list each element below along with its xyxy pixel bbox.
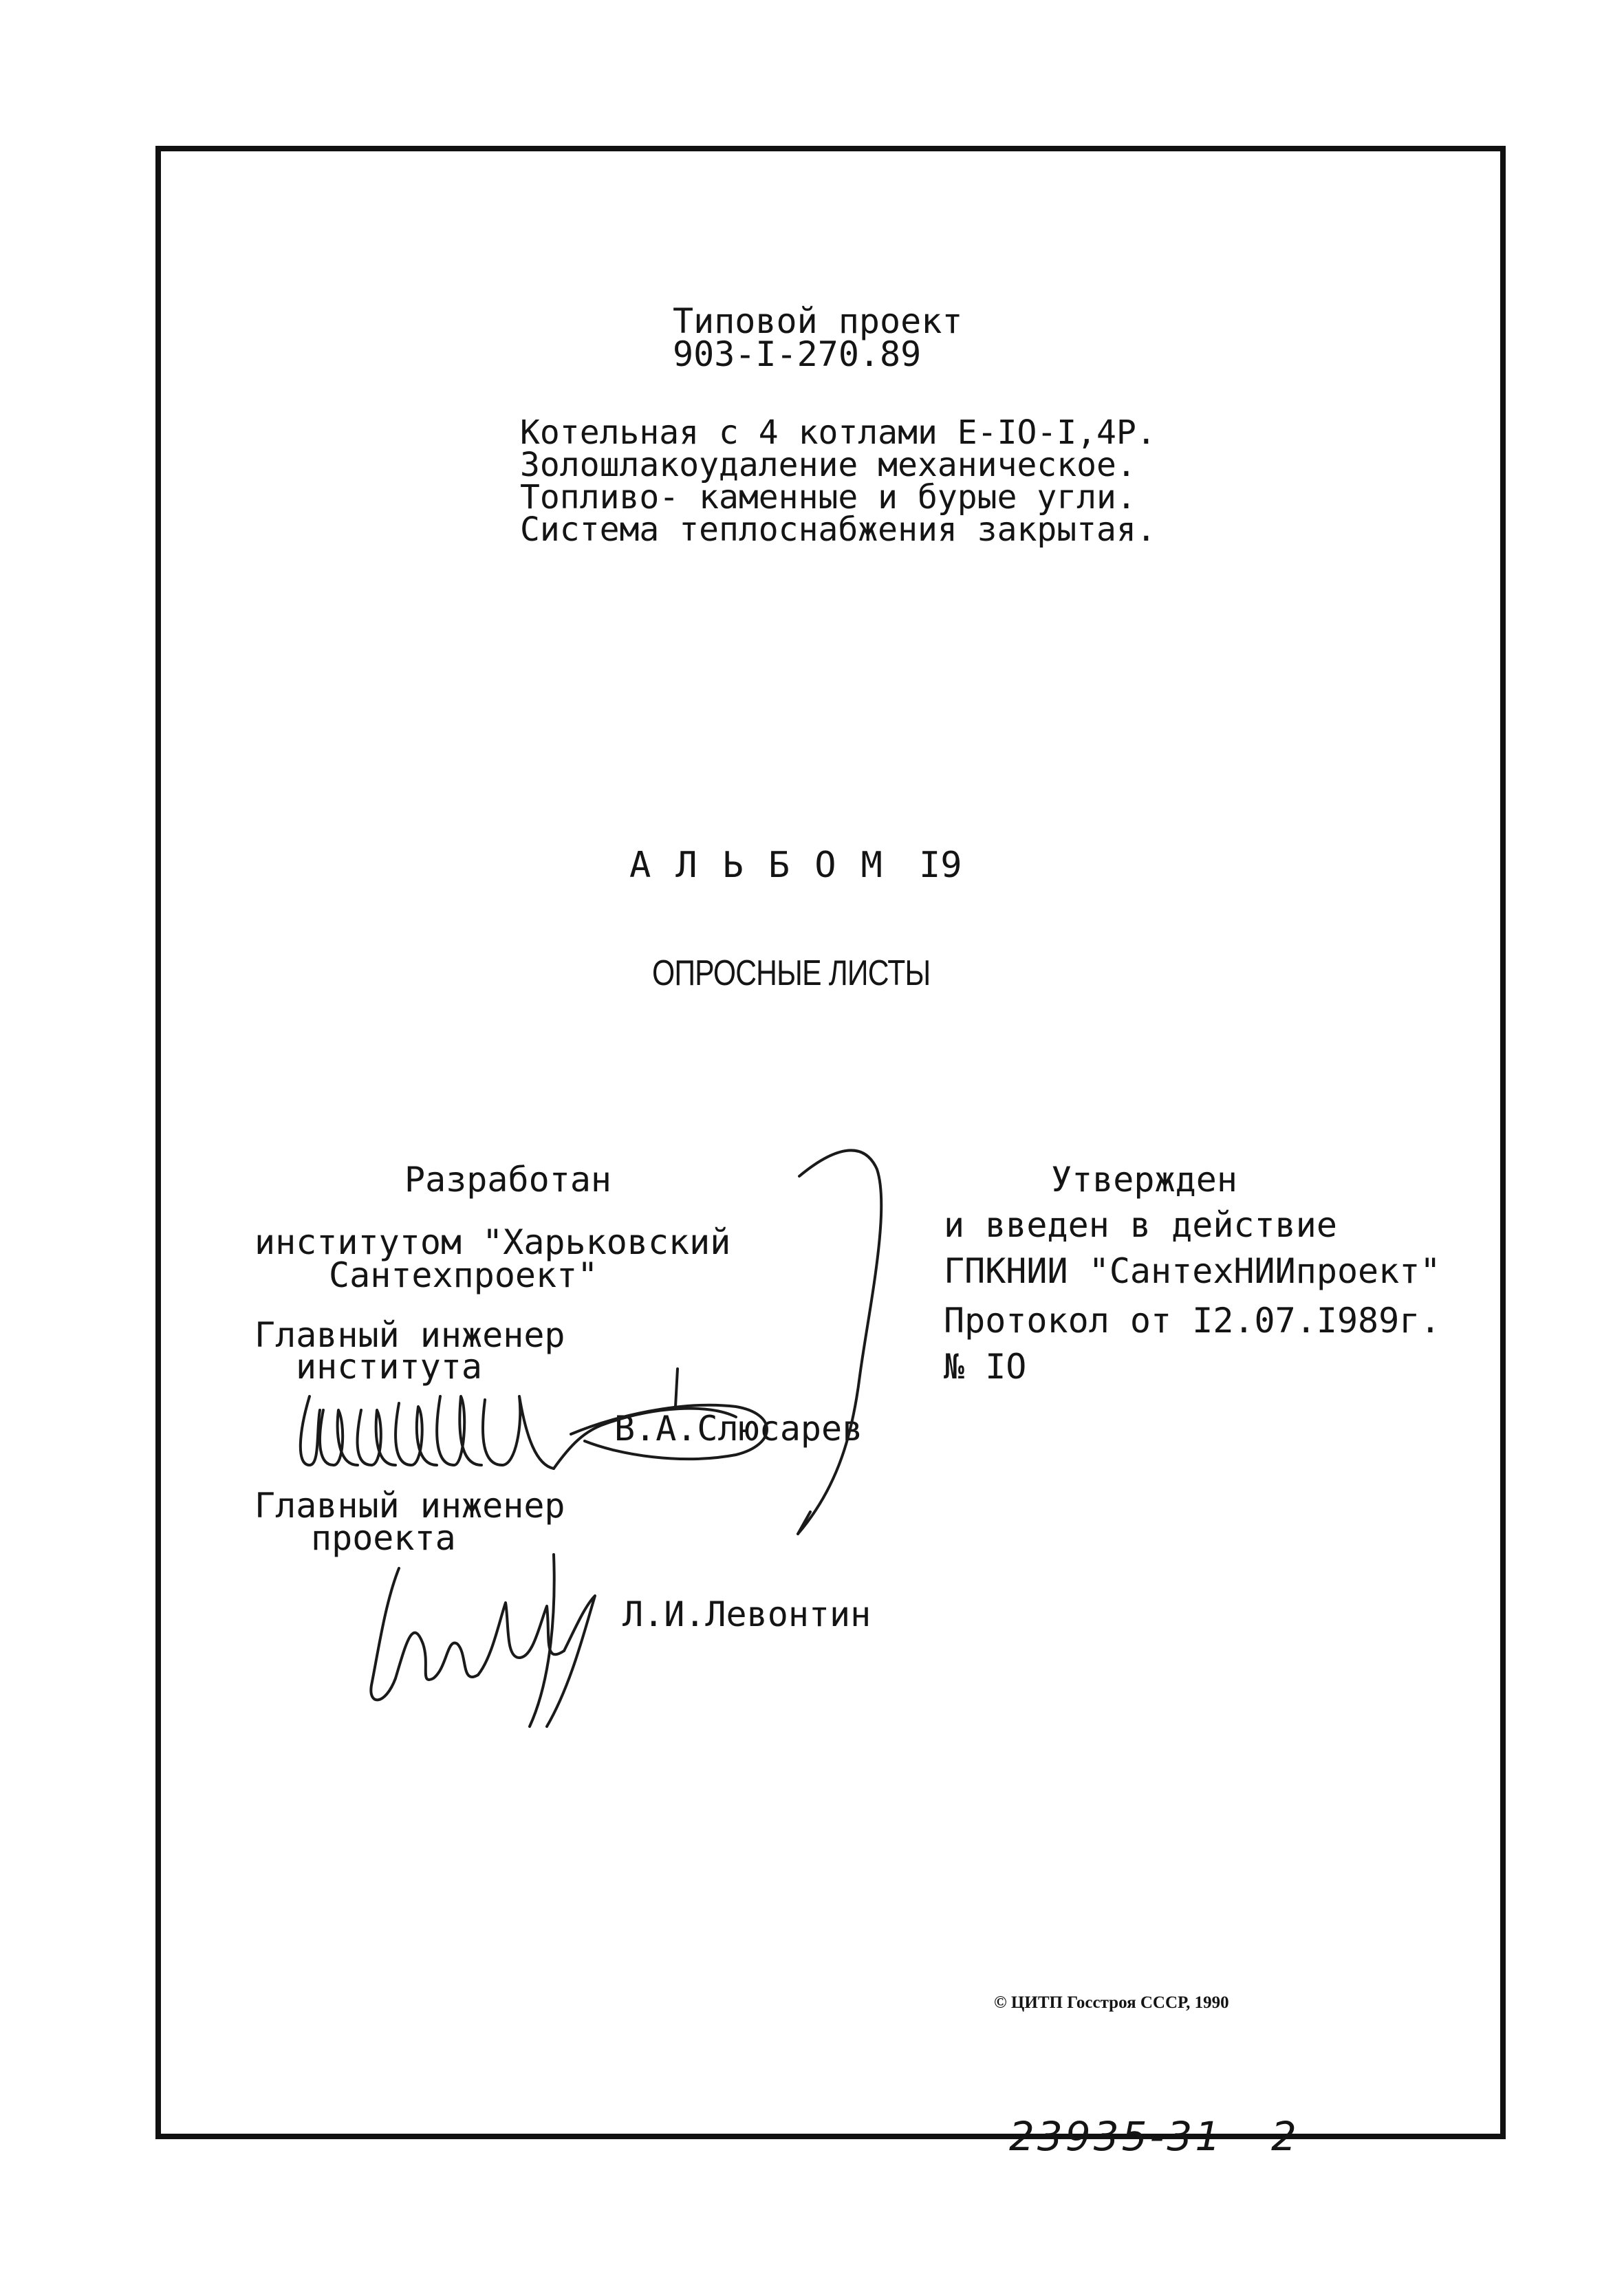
developer-org-line-2: Сантехпроект" — [329, 1255, 598, 1295]
approved-line-3: Протокол от I2.07.I989г. — [944, 1301, 1441, 1341]
institute-engineer-signature — [296, 1369, 880, 1493]
project-number: 903-I-270.89 — [673, 334, 922, 374]
approved-line-2: ГПКНИИ "СантехНИИпроект" — [944, 1251, 1441, 1291]
description-line-3: Топливо- каменные и бурые угли. — [520, 478, 1136, 517]
developer-org-line-1: институтом "Харьковский — [255, 1222, 731, 1262]
description-line-1: Котельная с 4 котлами Е-IO-I,4Р. — [520, 413, 1156, 452]
approved-line-1: и введен в действие — [944, 1205, 1337, 1245]
description-line-4: Система теплоснабжения закрытая. — [520, 510, 1156, 549]
chief-engineer-project-title-2: проекта — [311, 1518, 456, 1558]
sheet-code: 23935-31 — [1009, 2113, 1224, 2160]
chief-engineer-institute-title: Главный инженер — [255, 1315, 565, 1355]
album-label: АЛЬБОМ — [629, 845, 907, 886]
page-number: 2 — [1271, 2113, 1297, 2160]
album-number: I9 — [919, 845, 962, 886]
chief-engineer-project-title: Главный инженер — [255, 1486, 565, 1526]
chief-engineer-project-name: Л.И.Левонтин — [622, 1594, 871, 1634]
chief-engineer-institute-name: В.А.Слюсарев — [614, 1409, 863, 1449]
developed-heading: Разработан — [404, 1160, 612, 1200]
approved-heading: Утвержден — [1051, 1160, 1237, 1200]
album-subtitle: ОПРОСНЫЕ ЛИСТЫ — [652, 953, 931, 993]
project-engineer-signature — [358, 1541, 619, 1733]
approved-line-4: № IO — [944, 1347, 1027, 1387]
project-type-title: Типовой проект — [673, 301, 963, 341]
description-line-2: Золошлакоудаление механическое. — [520, 446, 1136, 484]
chief-engineer-institute-title-2: института — [296, 1347, 482, 1387]
copyright-notice: © ЦИТП Госстроя СССР, 1990 — [994, 1993, 1229, 2012]
